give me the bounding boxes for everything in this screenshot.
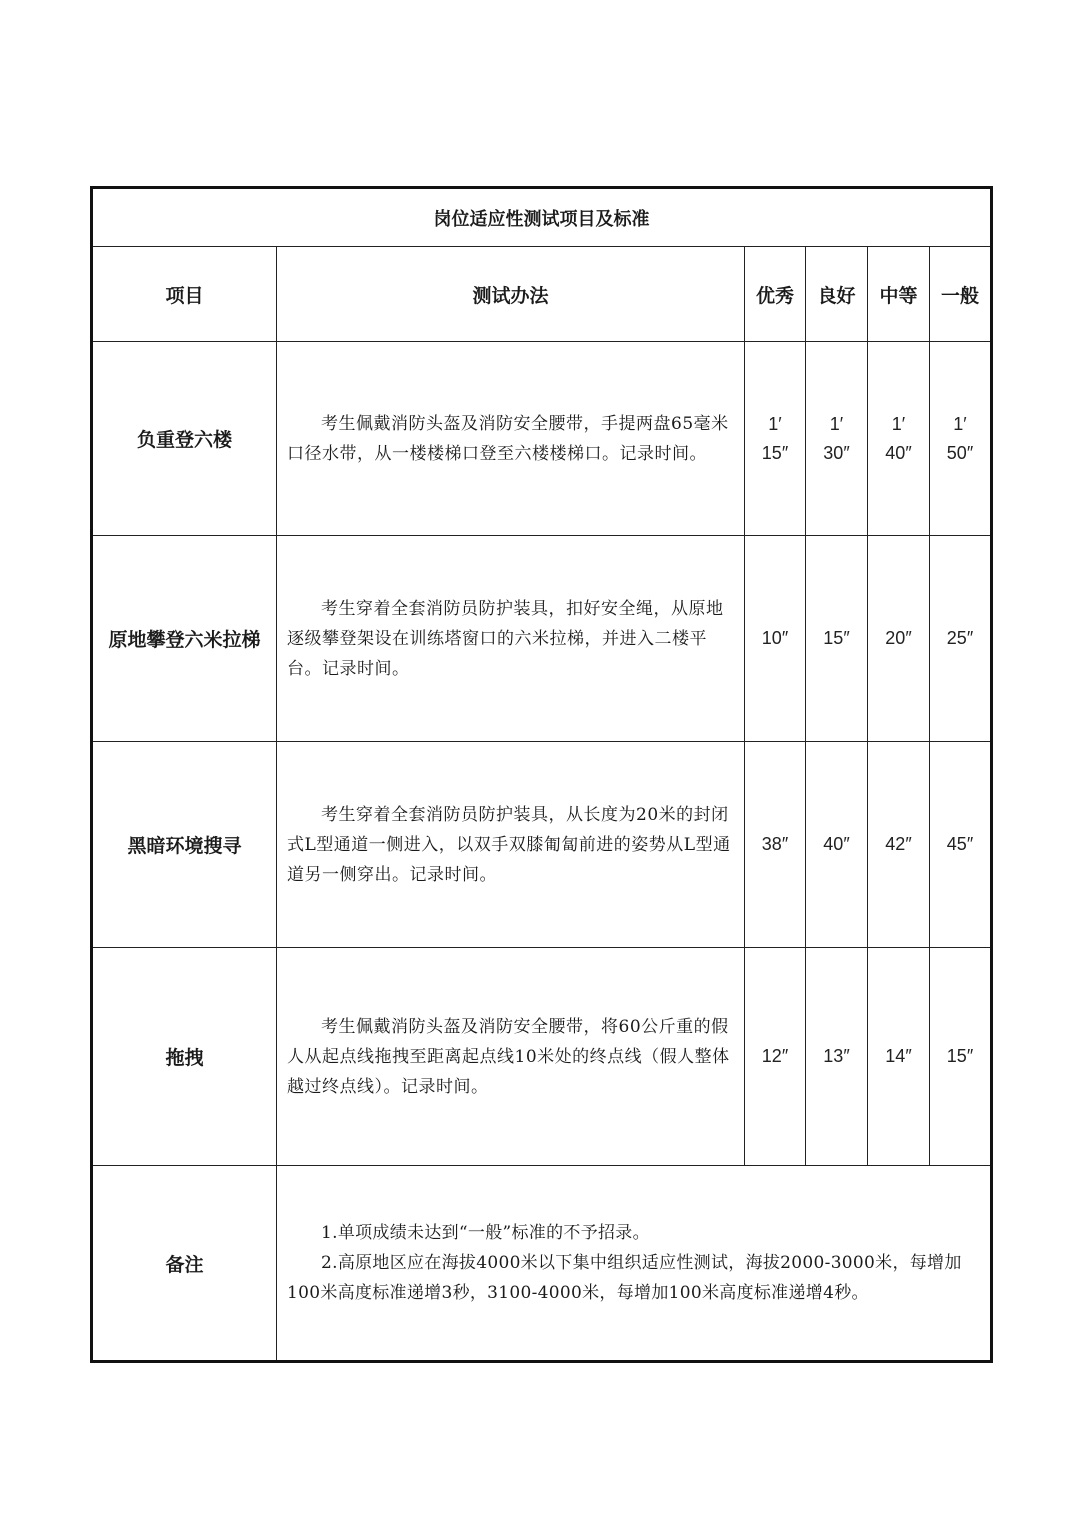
score-average: 45″	[930, 742, 992, 948]
notes-content	[277, 1166, 992, 1362]
note-line: 1.单项成绩未达到“一般”标准的不予招录。	[321, 1223, 650, 1243]
header-row	[92, 247, 992, 342]
header-excellent: 优秀	[745, 247, 806, 342]
score-medium: 42″	[868, 742, 930, 948]
score-medium: 14″	[868, 948, 930, 1166]
score-seconds: 15″	[761, 442, 789, 463]
score-seconds: 40″	[885, 442, 912, 463]
score-good: 15″	[806, 536, 868, 742]
row-item: 负重登六楼	[92, 342, 277, 536]
table-title: 岗位适应性测试项目及标准	[92, 188, 992, 247]
method-text: 考生佩戴消防头盔及消防安全腰带，手提两盘65毫米口径水带，从一楼楼梯口登至六楼楼梯口。记录时间。	[287, 413, 729, 464]
score-medium: 20″	[868, 536, 930, 742]
score-good	[806, 342, 868, 536]
method-text: 考生穿着全套消防员防护装具，从长度为20米的封闭式L型通道一侧进入，以双手双膝匍匐前进的姿势从L型通道另一侧穿出。记录时间。	[287, 804, 731, 885]
score-excellent: 10″	[745, 536, 806, 742]
header-medium: 中等	[868, 247, 930, 342]
score-minutes: 1′	[768, 413, 782, 434]
row-item: 黑暗环境搜寻	[92, 742, 277, 948]
table-row	[92, 742, 992, 948]
score-seconds: 50″	[946, 442, 974, 463]
table-row	[92, 342, 992, 536]
header-method: 测试办法	[277, 247, 745, 342]
notes-label: 备注	[92, 1166, 277, 1362]
method-text: 考生穿着全套消防员防护装具，扣好安全绳，从原地逐级攀登架设在训练塔窗口的六米拉梯，并进入二楼平台。记录时间。	[287, 598, 724, 679]
score-medium	[868, 342, 930, 536]
score-minutes: 1′	[829, 413, 844, 434]
method-text: 考生佩戴消防头盔及消防安全腰带，将60公斤重的假人从起点线拖拽至距离起点线10米处的终点线（假人整体越过终点线）。记录时间。	[287, 1016, 730, 1097]
score-seconds: 30″	[823, 442, 850, 463]
score-excellent: 38″	[745, 742, 806, 948]
score-minutes: 1′	[891, 413, 906, 434]
score-minutes: 1′	[953, 413, 967, 434]
score-excellent: 12″	[745, 948, 806, 1166]
standards-table	[90, 186, 993, 1363]
score-good: 13″	[806, 948, 868, 1166]
header-average: 一般	[930, 247, 992, 342]
header-item: 项目	[92, 247, 277, 342]
score-good: 40″	[806, 742, 868, 948]
row-method	[277, 536, 745, 742]
score-average: 15″	[930, 948, 992, 1166]
notes-row	[92, 1166, 992, 1362]
row-method	[277, 742, 745, 948]
score-average	[930, 342, 992, 536]
row-method	[277, 948, 745, 1166]
score-average: 25″	[930, 536, 992, 742]
row-method	[277, 342, 745, 536]
header-good: 良好	[806, 247, 868, 342]
table-row	[92, 536, 992, 742]
row-item: 原地攀登六米拉梯	[92, 536, 277, 742]
table-row	[92, 948, 992, 1166]
row-item: 拖拽	[92, 948, 277, 1166]
note-line: 2.高原地区应在海拔4000米以下集中组织适应性测试，海拔2000-3000米，每增加100米高度标准递增3秒，3100-4000米，每增加100米高度标准递增4秒。	[287, 1253, 962, 1303]
score-excellent	[745, 342, 806, 536]
